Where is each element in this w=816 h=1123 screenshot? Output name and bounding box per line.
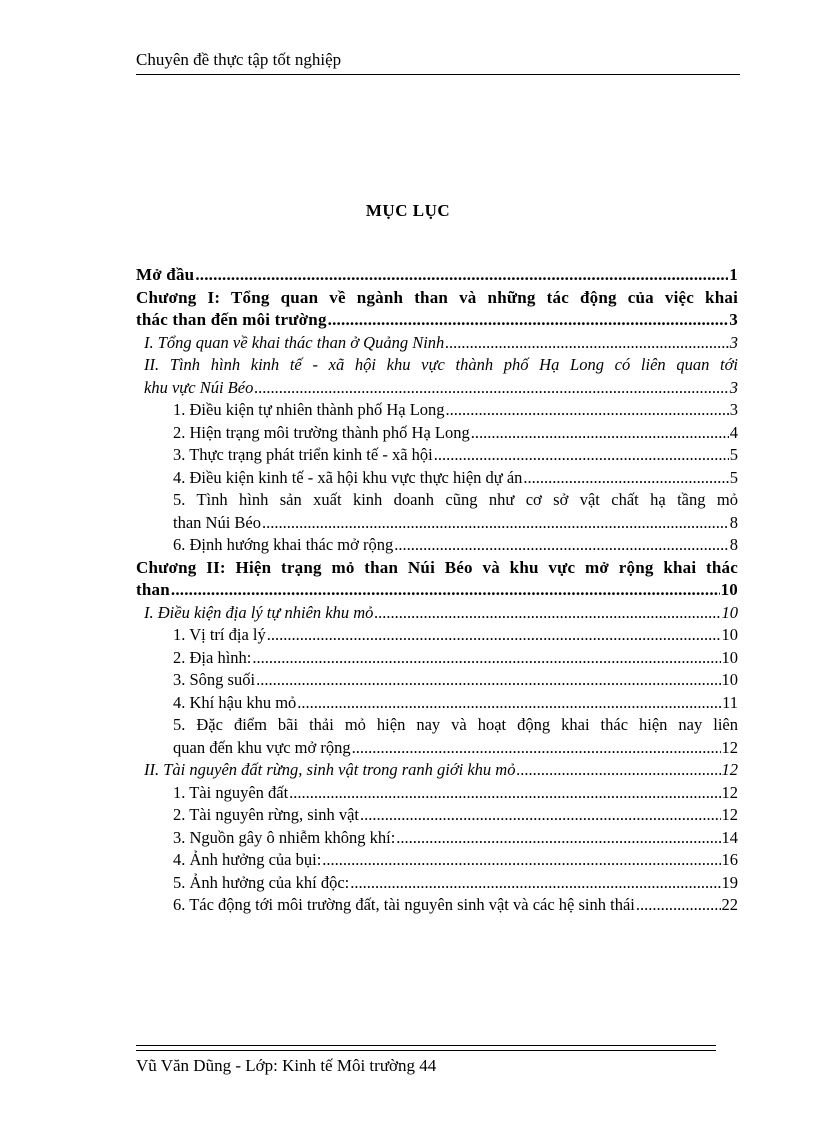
toc-entry xyxy=(136,714,738,759)
toc-entry xyxy=(136,489,738,534)
toc-entry xyxy=(136,354,738,399)
footer-rule xyxy=(136,1045,716,1051)
toc-entry xyxy=(136,332,738,355)
toc-entry-page: 12 xyxy=(721,805,738,824)
toc-entry-page: 3 xyxy=(729,310,738,329)
dot-leader xyxy=(267,624,721,647)
toc-entry-page: 10 xyxy=(721,647,738,667)
toc-entry-title: I. Tổng quan về khai thác than ở Quảng Ninh xyxy=(144,332,445,352)
toc-entry xyxy=(136,264,738,287)
toc-entry-page: 3 xyxy=(729,377,738,397)
toc-title: MỤC LỤC xyxy=(365,201,451,220)
table-of-contents xyxy=(136,264,738,917)
toc-entry xyxy=(136,669,738,692)
toc-entry xyxy=(136,692,738,715)
page-footer: Vũ Văn Dũng - Lớp: Kinh tế Môi trường 44 xyxy=(136,1056,437,1075)
dot-leader xyxy=(328,309,729,332)
toc-entry-title: Mở đầu xyxy=(136,265,195,284)
toc-entry-title: 3. Thực trạng phát triển kinh tế - xã hội xyxy=(173,445,433,464)
dot-leader xyxy=(636,894,721,917)
toc-entry xyxy=(136,534,738,557)
toc-entry-page: 12 xyxy=(721,737,738,757)
toc-entry-title: 1. Vị trí địa lý xyxy=(173,625,266,644)
toc-entry-title: 2. Tài nguyên rừng, sinh vật xyxy=(173,805,359,824)
toc-entry-page: 8 xyxy=(729,512,738,532)
toc-entry-title: II. Tài nguyên đất rừng, sinh vật trong ranh giới khu mỏ xyxy=(144,760,516,779)
toc-entry-title: 2. Địa hình: xyxy=(173,647,252,667)
toc-entry-title: 2. Hiện trạng môi trường thành phố Hạ Long xyxy=(173,422,470,442)
toc-entry xyxy=(136,849,738,872)
dot-leader xyxy=(171,579,720,602)
toc-entry xyxy=(136,804,738,827)
dot-leader xyxy=(322,849,720,872)
toc-entry-title: 4. Khí hậu khu mỏ xyxy=(173,692,297,712)
toc-entry xyxy=(136,872,738,895)
toc-entry-page: 12 xyxy=(721,782,738,802)
toc-entry-title: 4. Điều kiện kinh tế - xã hội khu vực thực hiện dự án xyxy=(173,467,523,487)
toc-entry-title: I. Điều kiện địa lý tự nhiên khu mỏ xyxy=(144,602,374,622)
toc-entry-title: 4. Ảnh hưởng của bụi: xyxy=(173,850,322,869)
toc-entry-page: 10 xyxy=(721,625,738,644)
dot-leader xyxy=(396,827,720,850)
toc-entry-page: 10 xyxy=(721,602,738,622)
toc-entry-title: 1. Điều kiện tự nhiên thành phố Hạ Long xyxy=(173,400,445,419)
toc-entry-page: 10 xyxy=(721,670,738,689)
toc-entry xyxy=(136,602,738,625)
dot-leader xyxy=(195,264,728,287)
toc-entry-page: 14 xyxy=(721,827,738,847)
dot-leader xyxy=(297,692,721,715)
toc-entry xyxy=(136,287,738,332)
dot-leader xyxy=(434,444,729,467)
dot-leader xyxy=(445,332,728,355)
toc-entry-title: than xyxy=(136,580,170,599)
toc-entry-title: than Núi Béo xyxy=(173,512,261,532)
toc-entry xyxy=(136,467,738,490)
toc-entry-title: 3. Nguồn gây ô nhiễm không khí: xyxy=(173,827,396,847)
dot-leader xyxy=(523,467,728,490)
toc-entry-page: 12 xyxy=(721,760,738,779)
dot-leader xyxy=(256,669,720,692)
toc-entry-page: 3 xyxy=(729,332,738,352)
dot-leader xyxy=(350,872,720,895)
toc-entry-page: 22 xyxy=(721,895,738,914)
toc-entry-page: 19 xyxy=(721,872,738,892)
dot-leader xyxy=(254,377,728,400)
toc-entry xyxy=(136,759,738,782)
toc-entry-title: khu vực Núi Béo xyxy=(144,377,254,397)
toc-entry-page: 5 xyxy=(729,467,738,487)
dot-leader xyxy=(471,422,729,445)
toc-entry-title: 1. Tài nguyên đất xyxy=(173,782,289,802)
dot-leader xyxy=(446,399,729,422)
toc-entry-title: 5. Ảnh hưởng của khí độc: xyxy=(173,872,350,892)
toc-entry xyxy=(136,444,738,467)
toc-entry-page: 8 xyxy=(729,535,738,554)
toc-entry-page: 3 xyxy=(729,400,738,419)
toc-entry xyxy=(136,894,738,917)
toc-entry-title: 6. Định hướng khai thác mở rộng xyxy=(173,535,394,554)
toc-entry xyxy=(136,782,738,805)
toc-entry-title: quan đến khu vực mở rộng xyxy=(173,737,351,757)
toc-entry xyxy=(136,624,738,647)
dot-leader xyxy=(394,534,729,557)
toc-entry-title: thác than đến môi trường xyxy=(136,310,327,329)
toc-entry-title: 6. Tác động tới môi trường đất, tài nguyên sinh vật và các hệ sinh thái xyxy=(173,895,635,914)
dot-leader xyxy=(516,759,720,782)
toc-entry-page: 1 xyxy=(729,265,738,284)
toc-entry xyxy=(136,399,738,422)
toc-entry xyxy=(136,557,738,602)
toc-entry-title: 3. Sông suối xyxy=(173,670,256,689)
dot-leader xyxy=(360,804,721,827)
toc-entry-page: 10 xyxy=(720,580,738,599)
dot-leader xyxy=(289,782,720,805)
toc-entry-page: 4 xyxy=(729,422,738,442)
toc-entry-page: 16 xyxy=(721,850,738,869)
toc-entry-text-line: II. Tình hình kinh tế - xã hội khu vực thành phố Hạ Long có liên quan tới xyxy=(144,355,738,374)
toc-entry-text-line: Chương I: Tổng quan về ngành than và những tác động của việc khai xyxy=(136,287,738,307)
toc-entry xyxy=(136,422,738,445)
toc-entry xyxy=(136,647,738,670)
toc-entry xyxy=(136,827,738,850)
dot-leader xyxy=(262,512,729,535)
dot-leader xyxy=(374,602,720,625)
dot-leader xyxy=(252,647,720,670)
dot-leader xyxy=(352,737,721,760)
toc-entry-text-line: 5. Đặc điểm bãi thải mỏ hiện nay và hoạt động khai thác hiện nay liên xyxy=(173,715,738,734)
page-header: Chuyên đề thực tập tốt nghiệp xyxy=(136,50,740,75)
toc-entry-text-line: Chương II: Hiện trạng mỏ than Núi Béo và khu vực mở rộng khai thác xyxy=(136,557,738,577)
toc-entry-text-line: 5. Tình hình sản xuất kinh doanh cũng như cơ sở vật chất hạ tầng mỏ xyxy=(173,490,738,509)
toc-entry-page: 5 xyxy=(729,445,738,464)
toc-entry-page: 11 xyxy=(722,692,738,712)
